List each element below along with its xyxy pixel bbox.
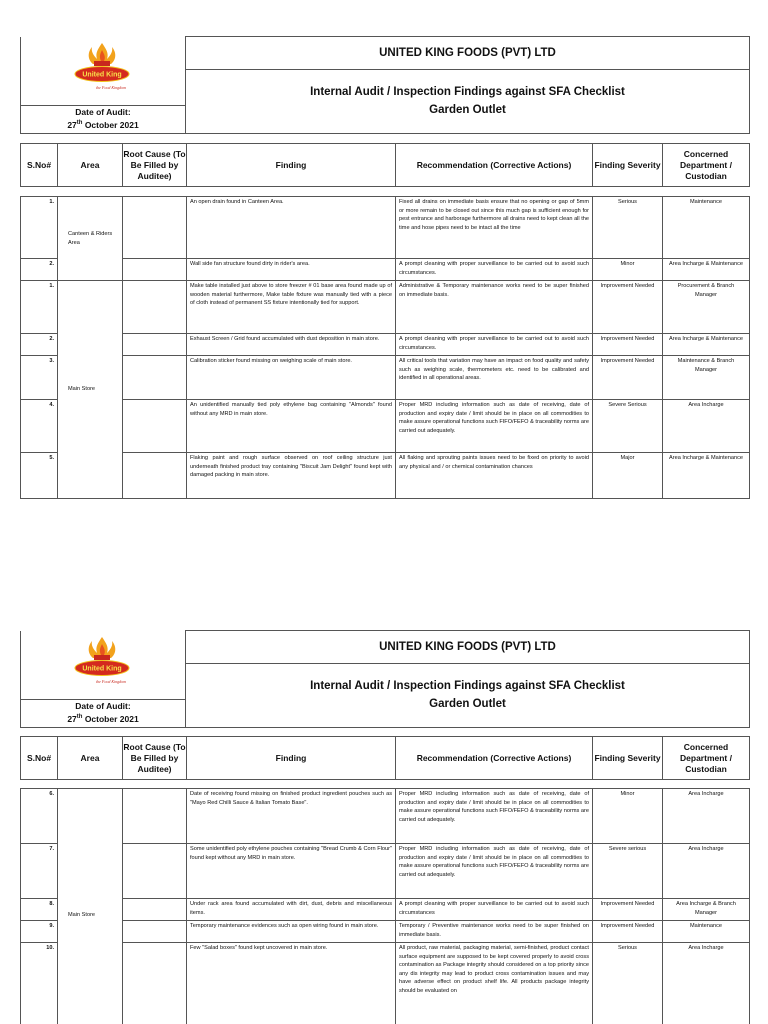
department-cell: Area Incharge (663, 943, 750, 1024)
table-row (21, 197, 750, 259)
united-king-logo (71, 635, 133, 691)
table-row (21, 844, 750, 899)
col-severity: Finding Severity (593, 737, 663, 780)
logo-tagline: the Food Kingdom (96, 84, 126, 90)
recommendation-cell: Temporary / Preventive maintenance works need to be super finished on immediate basis. (396, 921, 593, 943)
report-title-line2: Garden Outlet (429, 104, 506, 117)
col-root-cause: Root Cause (To Be Filled by Auditee) (123, 144, 187, 187)
finding-cell: Few "Salad boxes" found kept uncovered in main store. (187, 943, 396, 1024)
col-finding: Finding (187, 737, 396, 780)
table-row (21, 281, 750, 334)
logo-cell (21, 37, 186, 106)
row-sno: 10. (21, 943, 58, 1024)
row-sno: 8. (21, 899, 58, 921)
severity-cell: Improvement Needed (593, 899, 663, 921)
audit-date-label: Date of Audit: (75, 107, 131, 118)
col-area: Area (58, 737, 123, 780)
finding-cell: An unidentified manually tied poly ethylene bag containing "Almonds" found without any MRD in main store. (187, 400, 396, 453)
table-row (21, 356, 750, 400)
severity-cell: Minor (593, 789, 663, 844)
report-title (186, 664, 750, 728)
finding-cell: Calibration sticker found missing on weighing scale of main store. (187, 356, 396, 400)
audit-date-rest: October 2021 (82, 119, 139, 130)
root-cause-cell (123, 453, 187, 499)
row-sno: 6. (21, 789, 58, 844)
audit-date-day: 27 (67, 713, 77, 724)
logo-cell (21, 631, 186, 700)
severity-cell: Serious (593, 943, 663, 1024)
logo-wordmark: United King (82, 71, 122, 78)
table-row (21, 789, 750, 844)
col-sno: S.No# (21, 737, 58, 780)
table-row (21, 899, 750, 921)
severity-cell: Serious (593, 197, 663, 259)
row-sno: 2. (21, 259, 58, 281)
column-header-table (20, 143, 750, 187)
recommendation-cell: A prompt cleaning with proper surveillance to be carried out to avoid such circumstances. (396, 334, 593, 356)
united-king-logo (71, 41, 133, 97)
recommendation-cell: Fixed all drains on immediate basis ensure that no opening or gap of 5mm or more remain to be closed out since this much gap is sufficient enough for pest entrance and harborage furthermore all drains need to kept clean all the time and hose pipes need to be intact all the time (396, 197, 593, 259)
table-row (21, 400, 750, 453)
finding-cell: Wall side fan structure found dirty in rider's area. (187, 259, 396, 281)
root-cause-cell (123, 789, 187, 844)
root-cause-cell (123, 921, 187, 943)
col-recommendation: Recommendation (Corrective Actions) (396, 737, 593, 780)
row-sno: 4. (21, 400, 58, 453)
company-name: UNITED KING FOODS (PVT) LTD (186, 37, 750, 70)
finding-cell: Make table installed just above to store freezer # 01 base area found made up of wooden material furthermore, Make table fixture was manually tied with a piece of cloth instead of permanent SS fixture intentionally tied for support. (187, 281, 396, 334)
severity-cell: Improvement Needed (593, 356, 663, 400)
recommendation-cell: Proper MRD including information such as date of receiving, date of production and expiry date / limit should be in place on all commodities to make assure operational functions such FIFO/FEFO & traceability norms are carried out adequately. (396, 400, 593, 453)
col-department: Concerned Department / Custodian (663, 144, 750, 187)
root-cause-cell (123, 281, 187, 334)
root-cause-cell (123, 844, 187, 899)
table-row (21, 921, 750, 943)
col-sno: S.No# (21, 144, 58, 187)
severity-cell: Improvement Needed (593, 921, 663, 943)
table-row (21, 453, 750, 499)
row-sno: 9. (21, 921, 58, 943)
department-cell: Area Incharge & Maintenance (663, 453, 750, 499)
col-department: Concerned Department / Custodian (663, 737, 750, 780)
department-cell: Procurement & Branch Manager (663, 281, 750, 334)
department-cell: Area Incharge & Maintenance (663, 259, 750, 281)
area-cell: Canteen & Riders Area (58, 197, 123, 281)
department-cell: Maintenance (663, 197, 750, 259)
audit-sheet-2 (0, 596, 768, 1024)
row-sno: 1. (21, 281, 58, 334)
report-header (20, 36, 750, 134)
area-cell: Main Store (58, 281, 123, 499)
audit-date (21, 699, 186, 727)
department-cell: Area Incharge (663, 400, 750, 453)
severity-cell: Minor (593, 259, 663, 281)
report-header (20, 630, 750, 728)
severity-cell: Major (593, 453, 663, 499)
row-sno: 3. (21, 356, 58, 400)
root-cause-cell (123, 259, 187, 281)
recommendation-cell: All product, raw material, packaging material, semi-finished, product contact surface equipment are supposed to be kept covered properly to avoid cross contamination as Package integrity should considered on a top priority since any dis integrity may lead to product cross contamination issues and may have adverse effect on product shelf life. All products package integrity should be evaluated on (396, 943, 593, 1024)
finding-cell: Flaking paint and rough surface observed on roof ceiling structure just underneath finished product tray containing "Biscuit Jam Delight" found kept with damaged packing in main store. (187, 453, 396, 499)
recommendation-cell: A prompt cleaning with proper surveillance to be carried out to avoid such circumstances (396, 899, 593, 921)
severity-cell: Improvement Needed (593, 334, 663, 356)
department-cell: Area Incharge (663, 789, 750, 844)
company-name: UNITED KING FOODS (PVT) LTD (186, 631, 750, 664)
severity-cell: Severe serious (593, 844, 663, 899)
report-title (186, 70, 750, 134)
recommendation-cell: All critical tools that variation may have an impact on food quality and safety such as weighing scale, thermometers etc. need to be calibrated and identified in all operational areas. (396, 356, 593, 400)
row-sno: 1. (21, 197, 58, 259)
department-cell: Maintenance & Branch Manager (663, 356, 750, 400)
report-title-line1: Internal Audit / Inspection Findings against SFA Checklist (310, 86, 625, 99)
finding-cell: Under rack area found accumulated with dirt, dust, debris and miscellaneous items. (187, 899, 396, 921)
column-header-table (20, 736, 750, 780)
report-title-line2: Garden Outlet (429, 698, 506, 711)
logo-tagline: the Food Kingdom (96, 678, 126, 684)
department-cell: Maintenance (663, 921, 750, 943)
department-cell: Area Incharge & Maintenance (663, 334, 750, 356)
finding-cell: An open drain found in Canteen Area. (187, 197, 396, 259)
recommendation-cell: Administrative & Temporary maintenance works need to be super finished on immediate basis. (396, 281, 593, 334)
table-row (21, 259, 750, 281)
col-severity: Finding Severity (593, 144, 663, 187)
audit-date-rest: October 2021 (82, 713, 139, 724)
col-root-cause: Root Cause (To Be Filled by Auditee) (123, 737, 187, 780)
finding-cell: Some unidentified poly ethylene pouches containing "Bread Crumb & Corn Flour" found kept without any MRD in main store. (187, 844, 396, 899)
audit-date-day: 27 (67, 119, 77, 130)
recommendation-cell: A prompt cleaning with proper surveillance to be carried out to avoid such circumstances. (396, 259, 593, 281)
audit-date (21, 105, 186, 133)
severity-cell: Severe Serious (593, 400, 663, 453)
root-cause-cell (123, 943, 187, 1024)
audit-date-suffix: th (76, 714, 83, 721)
area-cell: Main Store (58, 789, 123, 1024)
findings-table (20, 788, 750, 1024)
finding-cell: Exhaust Screen / Grid found accumulated with dust deposition in main store. (187, 334, 396, 356)
row-sno: 5. (21, 453, 58, 499)
audit-date-label: Date of Audit: (75, 701, 131, 712)
col-recommendation: Recommendation (Corrective Actions) (396, 144, 593, 187)
root-cause-cell (123, 899, 187, 921)
severity-cell: Improvement Needed (593, 281, 663, 334)
root-cause-cell (123, 334, 187, 356)
recommendation-cell: All flaking and sprouting paints issues need to be fixed on priority to avoid any physical and / or chemical contamination chances (396, 453, 593, 499)
root-cause-cell (123, 400, 187, 453)
recommendation-cell: Proper MRD including information such as date of receiving, date of production and expiry date / limit should be in place on all commodities to make assure operational functions such FIFO/FEFO & traceability norms are carried out adequately. (396, 844, 593, 899)
findings-table (20, 196, 750, 499)
finding-cell: Temporary maintenance evidences such as open wiring found in main store. (187, 921, 396, 943)
report-title-line1: Internal Audit / Inspection Findings against SFA Checklist (310, 680, 625, 693)
table-row (21, 334, 750, 356)
row-sno: 7. (21, 844, 58, 899)
audit-date-suffix: th (76, 120, 83, 127)
row-sno: 2. (21, 334, 58, 356)
col-finding: Finding (187, 144, 396, 187)
recommendation-cell: Proper MRD including information such as date of receiving, date of production and expiry date / limit should be in place on all commodities to make assure operational functions such FIFO/FEFO & traceability norms are carried out adequately. (396, 789, 593, 844)
col-area: Area (58, 144, 123, 187)
root-cause-cell (123, 197, 187, 259)
table-row (21, 943, 750, 1024)
department-cell: Area Incharge (663, 844, 750, 899)
finding-cell: Date of receiving found missing on finished product ingredient pouches such as "Mayo Red Chilli Sauce & Italian Tomato Base". (187, 789, 396, 844)
department-cell: Area Incharge & Branch Manager (663, 899, 750, 921)
root-cause-cell (123, 356, 187, 400)
logo-wordmark: United King (82, 665, 122, 672)
